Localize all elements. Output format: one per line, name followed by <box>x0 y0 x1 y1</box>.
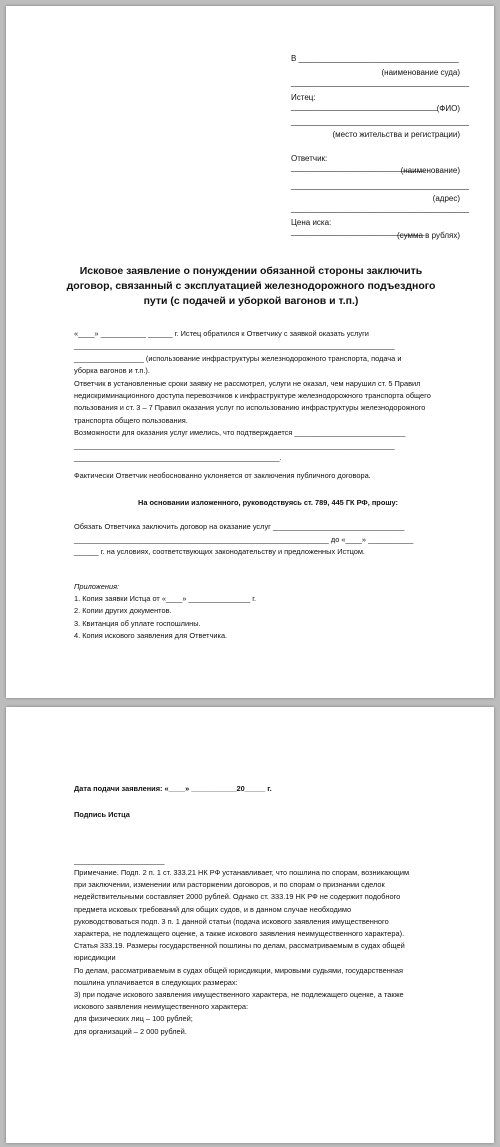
p1-line-4: уборка вагонов и т.п.). <box>74 366 150 376</box>
p3-line-1: Возможности для оказания услуг имелись, что подтверждается ___________________________ <box>74 428 406 438</box>
p1-line-2: ______________________________________________________________________________ <box>74 341 395 351</box>
note-line: предмета исковых требований для общих судов, и в данном случае необходимо <box>74 904 352 914</box>
submission-date-line: Дата подачи заявления: «____» ___________20_____ г. <box>74 784 272 793</box>
note-line: для организаций – 2 000 рублей. <box>74 1026 187 1036</box>
note-line: пошлина уплачивается в следующих размерах: <box>74 977 238 987</box>
defendant-address-caption: (адрес) <box>432 194 460 203</box>
defendant-line-3: ________________________________________ <box>291 204 469 213</box>
request-line-1: Обязать Ответчика заключить договор на оказание услуг ________________________________ <box>74 522 405 532</box>
court-line-2: ________________________________________ <box>291 78 469 87</box>
note-line: характера, не подлежащего оценке, а также искового заявления неимущественного характера). <box>74 929 405 939</box>
attachment-item: 2. Копии других документов. <box>74 606 172 616</box>
footnote-note <box>74 867 462 1038</box>
note-line: По делам, рассматриваемым в судах общей юрисдикции, мировыми судьями, государственная <box>74 965 403 975</box>
court-line: В ____________________________________ <box>291 54 459 63</box>
p1-line-1: «____» ___________ ______ г. Истец обратился к Ответчику с заявкой оказать услуги <box>74 329 369 338</box>
plaintiff-address-caption: (место жительства и регистрации) <box>332 130 460 139</box>
price-line: Цена иска: ______________________________ <box>291 218 425 236</box>
plaintiff-line: Истец: _________________________________ <box>291 93 438 111</box>
plaintiff-line-2: ________________________________________ <box>291 117 469 126</box>
request-line-2: ______________________________________________________________ до «____» ___________ <box>74 534 414 544</box>
paragraph-2: Ответчик в установленные сроки заявку не рассмотрел, услуги не оказал, чем нарушил ст. 5 Правил недискриминационного доступа перевозчиков к инфраструктуре железнодорожного транспорта общего пользования и ст. 3 – 7 Правил оказания услуг по использованию инфраструктуры железнодорожного транспорта общего пользования. <box>74 378 431 425</box>
attachment-item: 4. Копия искового заявления для Ответчика. <box>74 631 228 641</box>
note-line: искового заявления неимущественного характера: <box>74 1002 249 1012</box>
defendant-line: Ответчик: ______________________________ <box>291 154 425 172</box>
plaintiff-signature: Подпись Истца <box>74 810 130 819</box>
price-caption: (сумма в рублях) <box>396 231 460 240</box>
defendant-caption: (наименование) <box>400 166 460 175</box>
document-page-2 <box>6 707 494 1143</box>
plaintiff-caption: (ФИО) <box>436 104 460 113</box>
document-page-1 <box>6 6 494 698</box>
note-line: руководствоваться подп. 3 п. 1 данной статьи (подача искового заявления имущественного <box>74 916 389 926</box>
basis-statement: На основании изложенного, руководствуясь ст. 789, 445 ГК РФ, прошу: <box>138 497 398 507</box>
paragraph-4: Фактически Ответчик необоснованно уклоняется от заключения публичного договора. <box>74 471 371 481</box>
p3-line-3: __________________________________________________. <box>74 453 282 463</box>
defendant-line-2: ________________________________________ <box>291 181 469 190</box>
note-line: Статья 333.19. Размеры государственной пошлины по делам, рассматриваемым в судах общей <box>74 941 405 951</box>
request-line-3: ______ г. на условиях, соответствующих законодательству и предложенных Истцом. <box>74 547 365 557</box>
document-title: Исковое заявление о понуждении обязанной стороны заключить договор, связанный с эксплуатацией железнодорожного подъездного пути (с подачей и уборкой вагонов и т.п.) <box>66 265 436 307</box>
note-line: 3) при подаче искового заявления имущественного характера, не подлежащего оценке, а также <box>74 990 404 1000</box>
attachments-title: Приложения: <box>74 581 120 591</box>
note-line: недействительными составляет 2000 рублей. Однако ст. 333.19 НК РФ не содержит подобного <box>74 892 401 902</box>
note-line: для физических лиц – 100 рублей; <box>74 1014 193 1024</box>
p1-line-3: _________________ (использование инфраструктуры железнодорожного транспорта, подача и <box>74 353 402 363</box>
attachment-item: 3. Квитанция об уплате госпошлины. <box>74 618 201 628</box>
note-line: Примечание. Подп. 2 п. 1 ст. 333.21 НК РФ устанавливает, что пошлина по спорам, возникающим <box>74 868 410 877</box>
footnote-rule: ______________________ <box>74 856 165 865</box>
court-caption: (наименование суда) <box>381 68 460 77</box>
document-body <box>74 328 462 643</box>
note-line: при заключении, изменении или расторжении договоров, и по спорам о признании сделок <box>74 880 385 890</box>
attachment-item: 1. Копия заявки Истца от «____» _______________ г. <box>74 593 257 603</box>
note-line: юрисдикции <box>74 953 116 963</box>
p3-line-2: ______________________________________________________________________________ <box>74 440 395 450</box>
